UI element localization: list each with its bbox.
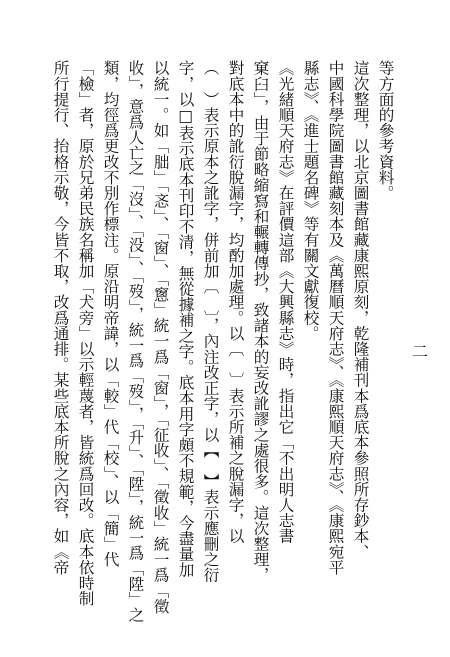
text-column-9: 字，以□表示底本刊印不清，無從據補之字。底本用字頗不規範，今盡量加: [176, 60, 195, 578]
text-column-3: 中國科學院圖書館藏刻本及《萬曆順天府志》、《康熙順天府志》、《康熙宛平: [326, 60, 345, 575]
text-column-6: 窠臼」，由于節略縮寫和輾轉傳抄，致諸本的妄改訛謬之處很多。這次整理，: [251, 60, 270, 583]
text-column-2: 這次整理，以北京圖書館藏康熙原刻，乾隆補刊本爲底本參照所存鈔本、: [351, 60, 370, 560]
text-column-14: 所行提行、抬格示敬，今皆不取，改爲通排。某些底本所脫之內容，如《帝: [51, 60, 70, 575]
text-column-11: 收」，意爲人亡之「沒」、「没」、「歿」，統一爲「歿」，「升」、「陞」，統一爲「陞」之: [126, 60, 145, 623]
text-column-10: 以統一。如「朏」「忞」、「窗」、「窻」統一爲「窗」，「征收」、「徵收」統一爲「徵: [151, 60, 170, 614]
text-column-8: （ ）表示原本之訛字，併前加〔 〕，內注改正字，以【 】表示應刪之衍: [201, 60, 220, 583]
text-column-5: 《光緒順天府志》在評價這部《大興縣志》時，指出它「不出明人志書: [276, 60, 295, 544]
text-column-1: 等方面的參考資料。: [376, 60, 395, 201]
text-column-4: 縣志》、《進士題名碑》等有關文獻復校。: [301, 60, 320, 341]
text-column-13: 「檢」者，原於兄弟民族名稱加「犬旁」以示輕蔑者，皆統爲回改。底本依時制: [76, 60, 95, 606]
text-column-12: 類，均徑爲更改不別作標注。原沿明帝諱，以「較」代「校」、以「簡」代: [101, 60, 120, 567]
page-number: 二: [412, 342, 429, 361]
text-column-7: 對底本中的訛衍脫漏字，均酌加處理。以〔 〕表示所補之脫漏字，以: [226, 60, 245, 544]
